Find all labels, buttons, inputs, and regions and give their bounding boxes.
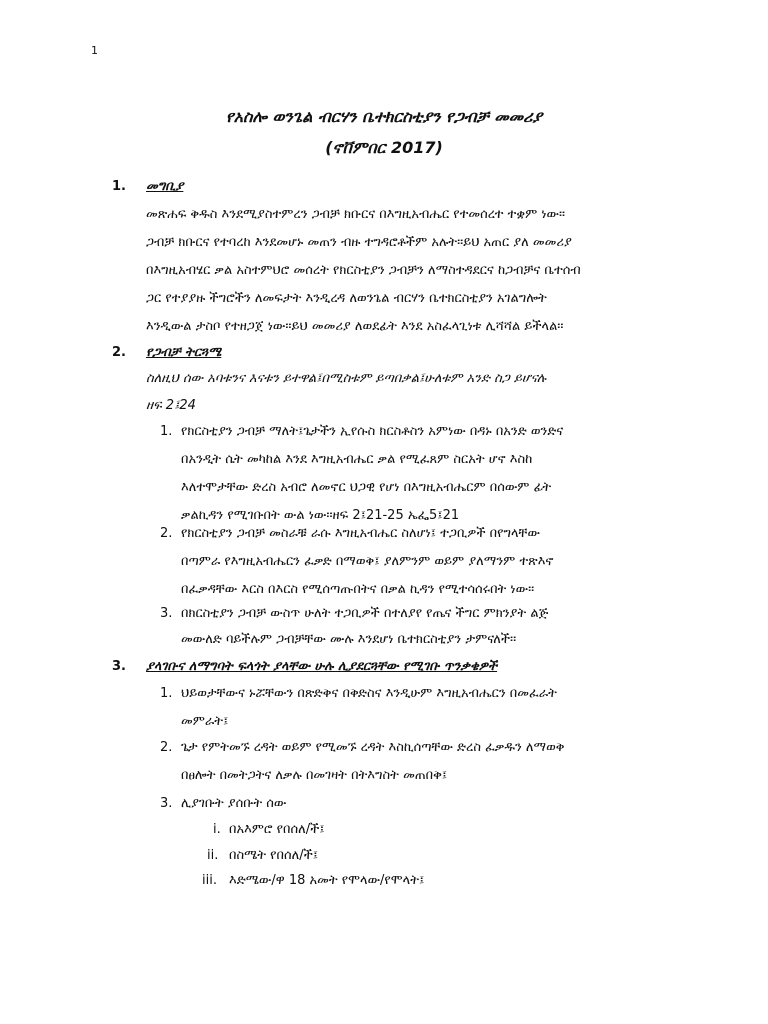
section-number: 1. xyxy=(112,179,126,194)
item-line: በጣምራ የእግዚአብሔርን ፈቃድ በማወቅ፤ ያለምንም ወይም ያለማንም ተጽእኖ xyxy=(181,554,554,569)
subitem-text: እድሜው/ዋ 18 አመት የሞላው/የሞላት፤ xyxy=(229,873,425,888)
item-number: 2. xyxy=(160,740,173,755)
item-line: በፈቃዳቸው እርስ በእርስ የሚሰጣጡበትና በቃል ኪዳን የሚተሳሰሩበት ነው፡፡ xyxy=(181,582,535,597)
paragraph-line: ጋብቻ ክቡርና የተባረከ እንደመሆኑ መጠን ብዙ ተግዳሮቶችም አሉት፡፡ይህ አጠር ያለ መመሪያ xyxy=(146,235,572,250)
item-line: በአንዲት ሴት መካከል እንደ እግዚአብሔር ቃል የሚፈጸም ስርአት ሆኖ እስከ xyxy=(181,452,533,467)
paragraph-line: መጽሐፍ ቅዱስ እንደሚያስተምረን ጋብቻ ክቡርና በእግዚአብሔር የተመሰረተ ተቋም ነው፡፡ xyxy=(146,207,566,222)
subitem-number: iii. xyxy=(202,873,217,888)
subitem-number: i. xyxy=(213,822,221,837)
item-line: በክርስቲያን ጋብቻ ውስጥ ሁለት ተጋቢዎች በተለያየ የጤና ችግር ምክንያት ልጅ xyxy=(181,606,549,621)
item-number: 3. xyxy=(160,606,173,621)
subitem-text: በአእምሮ የበሰለ/ች፤ xyxy=(229,822,325,837)
subitem-number: ii. xyxy=(207,848,219,863)
item-line: ጌታ የምትመኙ ረዳት ወይም የሚመኙ ረዳት እስኪሰጣቸው ድረስ ፈቃዱን ለማወቅ xyxy=(181,740,565,755)
paragraph-line: እንዲውል ታስቦ የተዘጋጀ ነው፡፡ይህ መመሪያ ለወደፊት እንደ አስፈላጊነቱ ሊሻሻል ይችላል፡፡ xyxy=(146,319,564,334)
item-line: ህይወታቸውና ኑሯቸውን በጽድቅና በቅድስና እንዲሁም እግዚአብሔርን በመፈራት xyxy=(181,686,557,701)
item-line: የክርስቲያን ጋብቻ መስራቹ ራሱ እግዚአብሔር ስለሆነ፤ ተጋቢዎች በየግላቸው xyxy=(181,526,540,541)
section-heading: መግቢያ xyxy=(146,179,184,194)
document-date: (ኖቨምበር 2017) xyxy=(325,138,443,157)
paragraph-line: ጋር የተያያዙ ችግሮችን ለመፍታት እንዲረዳ ለወንጌል ብርሃን ቤተክርስቲያን አገልግሎት xyxy=(146,291,547,306)
item-line: የክርስቲያን ጋብቻ ማለት፤ጌታችን ኢየሱስ ክርስቶስን አምነው በዳኑ በአንድ ወንድና xyxy=(181,424,564,439)
item-number: 2. xyxy=(160,526,173,541)
item-line: መውለድ ባይችሉም ጋብቻቸው ሙሉ እንደሆነ ቤተክርስቲያን ታምናለች፡፡ xyxy=(181,632,517,647)
item-number: 1. xyxy=(160,424,173,439)
document-title: የአስሎ ወንጌል ብርሃን ቤተክርስቲያን የጋብቻ መመሪያ xyxy=(225,107,543,126)
item-line: ቃልኪዳን የሚገቡበት ውል ነው፡፡ዘፍ 2፤21-25 ኤፌ5፤21 xyxy=(181,508,460,523)
section-heading: ያላገቡና ለማግባት ፍላጎት ያላቸው ሁሉ ሊያደርጓቸው የሚገቡ ጥንቃቄዎች xyxy=(146,659,498,674)
section-number: 2. xyxy=(112,345,126,360)
item-line: እለተሞታቸው ድረስ አብሮ ለመኖር ህጋዊ የሆነ በእግዚአብሔርም በሰውም ፊት xyxy=(181,480,552,495)
item-line: በፀሎት በመትጋትና ለቃሉ በመገዛት በትእግስት መጠበቅ፤ xyxy=(181,768,448,783)
item-number: 3. xyxy=(160,796,173,811)
item-line: መምራት፤ xyxy=(181,714,229,729)
item-number: 1. xyxy=(160,686,173,701)
item-line: ሊያገቡት ያሰቡት ሰው xyxy=(181,796,287,811)
section-number: 3. xyxy=(112,659,126,674)
subitem-text: በስሜት የበሰለ/ች፤ xyxy=(229,848,319,863)
verse-reference: ዘፍ 2፤24 xyxy=(146,398,196,413)
page-number: 1 xyxy=(91,44,98,57)
paragraph-line: በእግዚአብሄር ቃል አስተምህሮ መሰረት የክርስቲያን ጋብቻን ለማስተዳደርና ከጋብቻና ቤተሰብ xyxy=(146,263,581,278)
verse-line: ስለዚህ ሰው አባቱንና እናቱን ይተዋል፤በሚስቱም ይጣበቃል፤ሁለቱም አንድ ስጋ ይሆናሉ xyxy=(146,371,547,386)
section-heading: የጋብቻ ትርጓሜ xyxy=(146,345,222,360)
